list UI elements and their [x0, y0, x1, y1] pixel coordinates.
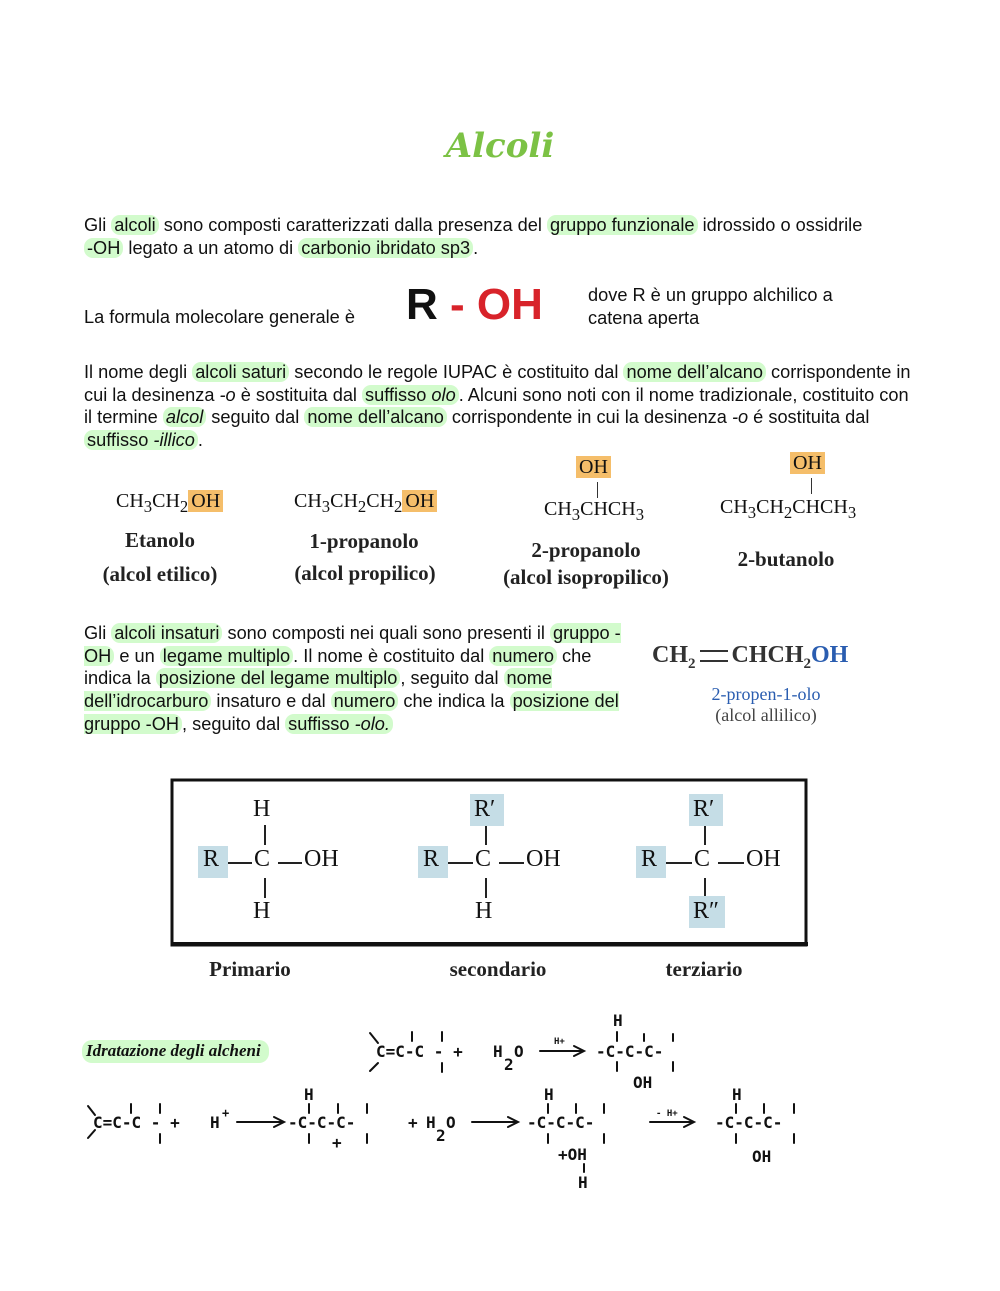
highlight-alcoli-insaturi: alcoli insaturi [111, 623, 222, 643]
formula-dash: - [450, 280, 465, 329]
secondary-top-bond [485, 826, 487, 845]
r2-deprot: - H+ [656, 1109, 678, 1119]
page-title: Alcoli [445, 126, 555, 166]
highlight-nome-alcano-2: nome dell’alcano [304, 407, 447, 427]
intro-text-5: . [473, 237, 479, 258]
r2-proton-plus: + [222, 1106, 230, 1120]
intro-paragraph [84, 214, 914, 259]
r1-product-h: H [613, 1011, 623, 1030]
isopropanolo-name: 2-propanolo [531, 538, 641, 562]
unsat-text-7: insaturo e dal [211, 691, 331, 712]
primary-left-bond [228, 862, 252, 864]
naming-text-8: é sostituita dal [748, 407, 870, 428]
r2-carbocation-plus: + [332, 1133, 342, 1152]
r1-water-sub: 2 [504, 1055, 514, 1074]
unsat-text-3: e un [114, 645, 160, 666]
highlight-gruppo-funzionale: gruppo funzionale [547, 215, 698, 235]
allyl-name: 2-propen-1-olo [711, 684, 821, 704]
isopropanolo-oh-label: OH [576, 456, 611, 478]
propanolo-trad: (alcol propilico) [294, 561, 436, 585]
r2-final: -C-C-C- [715, 1113, 783, 1132]
highlight-suffisso-illico [84, 430, 198, 450]
highlight-suffisso-olo [362, 385, 459, 405]
r2-final-oh: OH [752, 1147, 772, 1166]
propanolo-name: 1-propanolo [309, 529, 419, 553]
butanolo-oh [790, 452, 825, 475]
r1-product-oh: OH [633, 1073, 653, 1092]
primary-c: C [254, 846, 271, 872]
intro-text-1: Gli [84, 215, 112, 235]
suffisso-olo: olo [431, 384, 456, 405]
label-terziario: terziario [665, 957, 743, 981]
r2-oxonium-h: H [544, 1085, 554, 1104]
naming-paragraph [84, 361, 914, 452]
intro-text-2: sono composti caratterizzati dalla presenza del [158, 215, 547, 235]
etanolo-formula: $CH_3CH_2$ [116, 490, 189, 516]
r1-water-h: H [493, 1042, 503, 1061]
butanolo-oh-label: OH [790, 452, 825, 474]
r1-branch-bottom [370, 1063, 378, 1071]
r1-catalyst: H+ [554, 1037, 565, 1047]
butanolo-bond [811, 478, 812, 494]
suffisso-word-2: suffisso [87, 430, 154, 451]
label-primario: Primario [209, 957, 291, 981]
butanolo-chain: $CH_3CH_2CHCH_3$ [720, 496, 857, 522]
tertiary-left-bond [666, 862, 692, 864]
formula-note: dove R è un gruppo alchilico a catena aperta [588, 285, 833, 328]
primary-top-bond [264, 825, 266, 845]
highlight-legame-multiplo: legame multiplo [160, 646, 293, 666]
isopropanolo-bond [597, 482, 598, 498]
primary-bottom-atom: H [253, 898, 271, 924]
secondary-bottom-bond [485, 878, 487, 898]
hydration-title: Idratazione degli alcheni [82, 1040, 269, 1063]
naming-text-9: . [197, 430, 203, 451]
naming-italic-o-2: -o [731, 407, 749, 428]
etanolo-oh: OH [188, 490, 223, 512]
primary-oh: OH [304, 846, 339, 872]
r2-reactant: C=C-C - + [93, 1113, 180, 1132]
highlight-nome-idrocarburo: nome dell’idrocarburo [84, 668, 553, 712]
unsat-text-5: che indica la [84, 645, 592, 689]
example-etanolo [116, 490, 223, 517]
tertiary-oh: OH [746, 846, 781, 872]
label-secondario: secondario [449, 957, 547, 981]
unsat-text-6: , seguito dal [400, 668, 504, 689]
butanolo-name: 2-butanolo [737, 547, 835, 571]
hydration-reaction-1 [360, 1008, 720, 1092]
primary-top-atom: H [253, 796, 271, 822]
tertiary-c: C [694, 846, 711, 872]
suffisso-olo-2: -olo. [354, 713, 390, 734]
formula-oh: OH [476, 280, 543, 329]
formula-r: R [406, 280, 438, 329]
r2-water-h: H [426, 1113, 436, 1132]
primary-bottom-bond [264, 878, 266, 898]
highlight-posizione-oh: posizione del gruppo -OH [84, 691, 619, 734]
isopropanolo-oh [576, 456, 611, 479]
unsat-text-9: , seguito dal [182, 713, 286, 734]
propanolo-oh: OH [402, 490, 437, 512]
naming-italic-o: -o [219, 384, 236, 405]
unsat-text-8: che indica la [398, 691, 510, 712]
r2-oxonium-oh: +OH [558, 1145, 587, 1164]
r2-oxonium-h2: H [578, 1173, 588, 1192]
allyl-formula [652, 642, 848, 673]
naming-text-5: . Alcuni sono noti con il nome tradizionale, costituito con il termine [84, 384, 909, 428]
etanolo-name: Etanolo [124, 528, 195, 552]
secondary-bottom-atom: H [475, 898, 493, 924]
example-1-propanolo [294, 490, 437, 517]
highlight-numero: numero [489, 646, 557, 666]
r2-proton: H [210, 1113, 220, 1132]
secondary-oh: OH [526, 846, 561, 872]
intro-text-3: idrossido o ossidrile [697, 215, 863, 235]
tertiary-bottom-atom: R″ [693, 898, 720, 924]
general-formula [406, 280, 543, 330]
r1-reactant: C=C-C - + [376, 1042, 463, 1061]
unsat-text-4: . Il nome è costituito dal [293, 645, 490, 666]
intro-text-4: legato a un atomo di [123, 237, 299, 258]
r2-final-h: H [732, 1085, 742, 1104]
r2-oxonium: -C-C-C- [527, 1113, 595, 1132]
primary-right-bond [278, 862, 302, 864]
highlight-carbonio: carbonio ibridato sp3 [298, 238, 473, 258]
highlight-nome-alcano: nome dell’alcano [623, 362, 766, 382]
unsat-paragraph [84, 622, 624, 736]
r2-carbocation-h: H [304, 1085, 314, 1104]
hydration-reaction-2 [80, 1082, 840, 1192]
highlight-alcol: alcol [163, 407, 206, 427]
primary-r: R [203, 846, 220, 872]
naming-text-1: Il nome degli [84, 362, 193, 382]
highlight-posizione-legame: posizione del legame multiplo [156, 668, 401, 688]
secondary-right-bond [499, 862, 524, 864]
tertiary-bottom-bond [704, 878, 706, 896]
r2-plus-water: + [408, 1113, 418, 1132]
propanolo-formula: $CH_3CH_2CH_2$ [294, 490, 403, 516]
highlight-oh: -OH [84, 238, 123, 258]
isopropanolo-chain: $CH_3CHCH_3$ [544, 498, 645, 524]
r1-water-o: O [514, 1042, 524, 1061]
naming-text-2: secondo le regole IUPAC è costituito dal [289, 362, 624, 382]
suffisso-illico: -illico [153, 430, 195, 451]
naming-text-6: seguito dal [206, 407, 305, 428]
allyl-ch2: $CH_2$ [652, 642, 696, 672]
tertiary-top-atom: R′ [693, 796, 715, 822]
highlight-gruppo-oh: gruppo -OH [84, 623, 621, 666]
tertiary-right-bond [718, 862, 744, 864]
suffisso-word-3: suffisso [288, 713, 355, 734]
naming-text-7: corrispondente in cui la desinenza [446, 407, 732, 428]
secondary-c: C [475, 846, 492, 872]
allyl-chain: $CHCH_2$ [731, 642, 811, 672]
unsat-text-2: sono composti nei quali sono presenti il [222, 623, 550, 643]
allyl-double-bond [700, 650, 728, 662]
etanolo-trad: (alcol etilico) [102, 562, 218, 586]
classes-frame-shadow [172, 942, 808, 946]
formula-lead: La formula molecolare generale è [84, 307, 355, 327]
r2-water-o: O [446, 1113, 456, 1132]
naming-text-4: è sostituita dal [235, 384, 363, 405]
highlight-alcoli: alcoli [111, 215, 158, 235]
r2-carbocation: -C-C-C- [288, 1113, 356, 1132]
highlight-alcoli-saturi: alcoli saturi [192, 362, 289, 382]
allyl-trad: (alcol allilico) [715, 705, 817, 725]
naming-text-3: corrispondente in cui la desinenza [84, 362, 911, 405]
r2-water-sub: 2 [436, 1126, 446, 1145]
secondary-top-atom: R′ [474, 796, 496, 822]
unsat-text-1: Gli [84, 623, 112, 643]
tertiary-top-bond [704, 826, 706, 845]
highlight-numero-2: numero [331, 691, 399, 711]
secondary-left-bond [448, 862, 473, 864]
tertiary-r: R [641, 846, 658, 872]
r1-product: -C-C-C- [596, 1042, 664, 1061]
isopropanolo-trad: (alcol isopropilico) [503, 565, 669, 589]
suffisso-word: suffisso [365, 384, 432, 405]
secondary-r: R [423, 846, 440, 872]
highlight-suffisso-olo-2 [285, 714, 393, 734]
allyl-oh: OH [811, 642, 849, 668]
